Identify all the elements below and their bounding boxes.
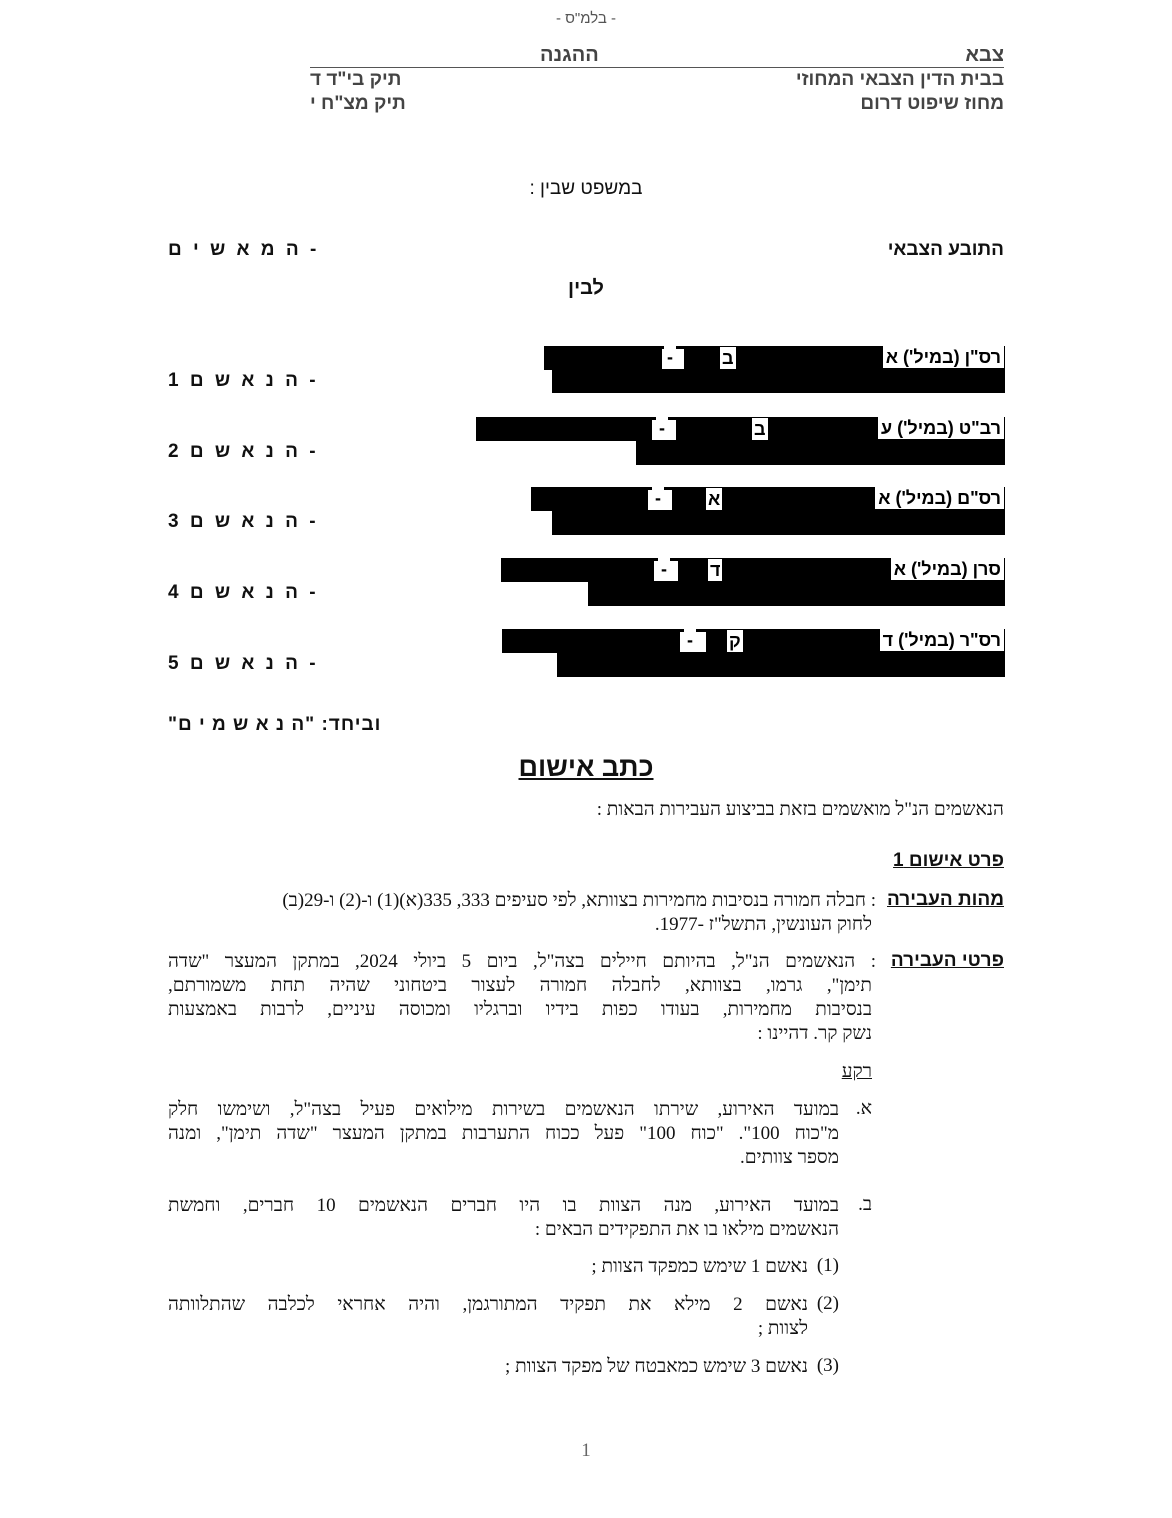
redaction-bar xyxy=(588,580,1005,606)
district-name: מחוז שיפוט דרום xyxy=(860,93,1004,114)
redaction-bar xyxy=(552,368,1005,393)
subitem-line: נאשם 3 שימש כמאבטח של מפקד הצוות ; xyxy=(505,1356,808,1377)
redaction-dash: - xyxy=(664,346,676,368)
item-line: במועד האירוע, מנה הצוות בו היו חברים הנאשמים 10 חברים, וחמשת xyxy=(168,1195,840,1216)
police-file-number: תיק מצ"ח י xyxy=(310,93,406,114)
prosecutor: התובע הצבאי xyxy=(887,239,1004,260)
offence-type-line: לחוק העונשין, התשל"ז -1977. xyxy=(654,914,872,935)
offence-type-label: מהות העבירה xyxy=(887,889,1004,910)
defendant-rank-name: רס"ם (במיל') א xyxy=(875,487,1004,509)
redaction-fragment: א xyxy=(708,489,721,509)
document-title: כתב אישום xyxy=(518,752,654,782)
item-line: מ"כוח 100". "כוח 100" פעל ככוח התערבות במתקן המעצר "שדה תימן", ומנה xyxy=(168,1123,839,1144)
subitem-marker: (1) xyxy=(816,1255,839,1276)
classification-mark: - בלמ"ס - xyxy=(555,10,617,27)
offence-details-label: פרטי העבירה xyxy=(890,950,1004,971)
redaction-dash: - xyxy=(658,558,670,580)
redaction-bar xyxy=(557,651,1005,677)
redaction-fragment: ק xyxy=(729,631,741,651)
subitem-line: נאשם 1 שימש כמפקד הצוות ; xyxy=(591,1256,808,1277)
defendant-rank-name: סרן (במיל') א xyxy=(891,558,1004,580)
redaction-fragment: ב xyxy=(722,348,734,368)
court-name: בבית הדין הצבאי המחוזי xyxy=(795,69,1004,90)
defendant-label: - ה נ א ש ם 3 xyxy=(168,511,319,532)
header-right-word: צבא xyxy=(965,44,1004,66)
item-marker: א. xyxy=(855,1098,872,1119)
prosecutor-role: - ה מ א ש י ם xyxy=(168,239,320,260)
trial-between: במשפט שבין : xyxy=(529,178,643,199)
header-left-word: ההגנה xyxy=(540,44,599,66)
defendant-label: - ה נ א ש ם 4 xyxy=(168,582,319,603)
offence-details-line: בנסיבות מחמירות, בעודו כפות בידיו וברגליו ומכוסה עיניים, לרבות באמצעות xyxy=(168,999,872,1020)
redaction-dash: - xyxy=(656,417,668,439)
offence-details-line: נשק קר. דהיינו : xyxy=(757,1023,872,1044)
defendant-label: - ה נ א ש ם 5 xyxy=(168,653,319,674)
item-marker: ב. xyxy=(858,1194,872,1215)
redaction-bar xyxy=(636,439,1005,465)
redaction-dash: - xyxy=(684,629,696,651)
header-rule xyxy=(310,67,1004,68)
redaction-fragment: ד xyxy=(710,560,721,580)
redaction-bar xyxy=(552,509,1005,535)
item-line: הנאשמים מילאו בו את התפקידים הבאים : xyxy=(534,1219,839,1240)
defendant-rank-name: רס"ן (במיל') א xyxy=(883,346,1004,368)
offence-type-line: : חבלה חמורה בנסיבות מחמירות בצוותא, לפי סעיפים 333, 335(א)(1) ו-(2) ו-29(ב) xyxy=(282,890,876,911)
defendant-rank-name: רב"ט (במיל') ע xyxy=(878,417,1004,439)
offence-details-line: תימן", גרמו, בצוותא, לחבלה חמורה לעצור ביטחוני שהיה תחת משמורתם, xyxy=(168,975,872,996)
subitem-marker: (2) xyxy=(816,1293,839,1314)
and-between: לבין xyxy=(568,277,604,299)
defendant-label: - ה נ א ש ם 2 xyxy=(168,441,319,462)
background-title: רקע xyxy=(841,1061,872,1082)
defendant-label: - ה נ א ש ם 1 xyxy=(168,370,319,391)
redaction-fragment: ב xyxy=(754,419,766,439)
defendants-together: וביחד: "ה נ א ש מ י ם" xyxy=(168,714,382,735)
subitem-line: נאשם 2 מילא את תפקיד המתורגמן, והיה אחראי לכלבה שהתלוותה xyxy=(168,1294,809,1315)
intro-text: הנאשמים הנ"ל מואשמים בזאת בביצוע העבירות הבאות : xyxy=(596,799,1004,820)
count-title: פרט אישום 1 xyxy=(893,850,1004,871)
redaction-dash: - xyxy=(652,487,664,509)
defendant-rank-name: רס"ר (במיל') ד xyxy=(880,629,1004,651)
court-file-number: תיק בי"ד ד xyxy=(310,69,402,90)
page-number: 1 xyxy=(581,1440,591,1461)
subitem-marker: (3) xyxy=(816,1355,839,1376)
offence-details-line: : הנאשמים הנ"ל, בהיותם חיילים בצה"ל, ביום 5 ביולי 2024, במתקן המעצר "שדה xyxy=(168,951,876,972)
subitem-line: לצוות ; xyxy=(757,1318,808,1339)
item-line: במועד האירוע, שירתו הנאשמים בשירות מילואים פעיל בצה"ל, ושימשו חלק xyxy=(168,1099,839,1120)
item-line: מספר צוותים. xyxy=(740,1147,839,1168)
